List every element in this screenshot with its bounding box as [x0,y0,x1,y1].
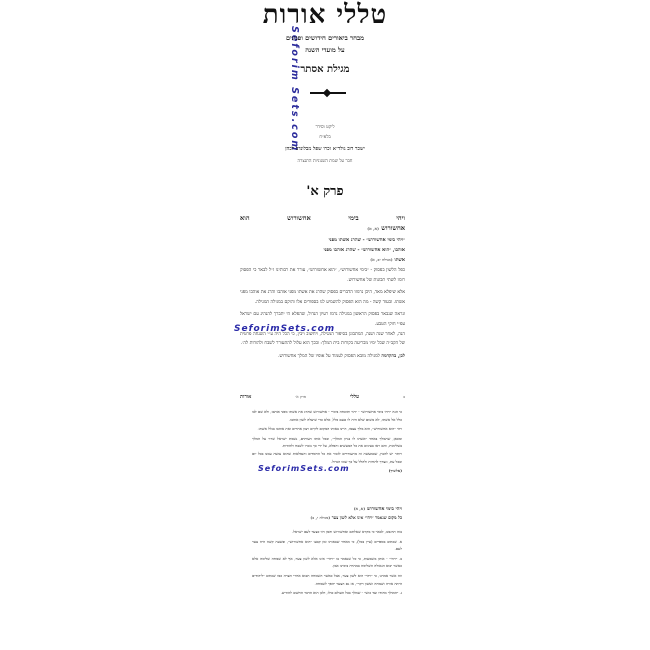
heading-word-2: בימי [348,214,359,222]
inline-watermark: SeforimSets.com [234,324,336,334]
heading-word-5: אחשורוש [381,224,405,232]
heading-word-3: אחשורוש [287,214,311,222]
quote-line-2: אוהבו, ״הוא אחשורוש״ - שהרג אוהבו מפני [323,246,405,253]
quote-line-1: ״ויהי בימי אחשורוש״ - שהרג אשתו מפני [328,237,405,243]
running-header-center: פרק א׳ [295,394,307,399]
section3-para-5: ג. ״המולך מהודו ועד כוש״ - שמלך בכל העולם כולו, ולכן הוא הדבר החשוב להודיע. [280,590,402,596]
subtitle-line-2: על מועדי השנה [305,46,345,54]
heading-ref: (א, א) [367,226,379,231]
chapter-title: פרק א' [306,184,344,199]
heading-word-1: ויהי [396,214,405,222]
section1-para-5: למגילה מובא הפסוק לעמוד על אופיו של המלך אחשורוש. [278,353,380,359]
section2-para-1: כי הנה ״ויהי בימי אחשורוש״ - ״הוי ותוכחה בימי״ - אחשורוש שהרג את אשתו מפני אוהבו, ולא שם לבו כלל אל אשתו, לא משום שלא היה לו טעם כלל, אלא כדי שיעלה לשון אוהבו. [252,409,402,422]
section3-para-1: בזה תרגמנו, לבאר כי מקרא שאלתם ואחשורוש והמן היו כצער לעם ישראל. [291,529,402,534]
section1-para-1: כפל הלשון בפסוק - ״בימי אחשורוש״, ״הוא אחשורוש״, עורר את רבותינו ז״ל לבאר כי הפסוק רומז לשתי תכונות של אחשורוש. [240,268,405,283]
credits-author: ישכר דוב גולד״א זכרו שפל מבלונדב לכהן [285,146,365,152]
section1-para-3: ונראה שנבאר בפסוק הראשון במגילה נרמז רעיון הגדול, שהפלא הי יתברך להנהיג עם ישראל עפ״י חוקי הטבע. [240,312,405,327]
section1-body [240,266,405,361]
section2-sign: (אלשיך) [388,468,402,474]
credits-line-4: חבר על שמת השנוניות התנצרה [297,159,353,164]
subtitle-megillah: מגילת אסתר [300,64,350,75]
section1-para-5-bold: לכן, בהקדמה [381,353,405,359]
quote-line-3: אשתו [394,257,405,263]
section3-heading-ref: (א, א) [353,506,366,511]
ornament-divider [310,92,346,94]
vertical-watermark: Seforim Sets.com [289,26,300,153]
section1-para-2: אלא שיפלא מאד, היכן נרמזו הדברים בפסוק שהרג את אשתו מפני אוהבו והרג את אוהבו מפני אשתו. ובעוד קשה - מה הוא הפסוק להשמיע לנו בספורים אלו והוקם במגילה המגילה. [240,290,405,305]
section1-heading [240,214,405,232]
credits-line-1: ליקט וסידר [315,125,335,130]
page-number: ב [403,394,405,399]
quote-ref: (מגילה יב, א) [370,257,393,262]
section2-para-2: ויהי ״הוא אחשורוש״, הוא מלך עצמו, היינו באותו המקום לקיים רצון אחרים ואת אוהבו בגלל אשתו. [257,426,402,432]
heading-word-4: הוא [240,214,250,222]
running-header-left: אורות [240,394,252,400]
subtitle-line-1: מבחר ביאורים חידושים ופנינים [285,34,365,42]
running-header [240,394,405,400]
section1-para-4: הנה, לאחר שנה ושנה, המתבונן בסיפור המגילה, ויחשוב ויבין, כי הכל היה ע״י השגחה פרטית של הקב״ה שכל ימיו מכריעה בקורות בית המלך: ובכך הוא עלול להתעורר לשבח ולהודות לה׳. [240,331,405,347]
section3-para-2: א. שכתוב בספרים (עיין בכל), כי מאחר שבאותו זמן קבעו ״הוא אחשורוש״, ובשעה קשה היה צער לעם. [252,538,402,552]
section2-para-4: ויותר יש להבין, שבמעשה זה מתעוררים לזכור את כל החסדים והנפלאות שהוא עושה עמנו בכל יום ובכל עת, ונצרך להודות ולהלל על כך שמו הגדול. [252,450,402,464]
section1-quote [240,236,405,266]
section3-body [252,528,402,597]
section3-heading: ויהי בימי אחשורוש [366,506,402,512]
section3-para-3: ב. ״ויהי״ - אותן משמעות, כי כל שנאמר בו ״ויהי״ אינו אלא לשון צער, אף לא שמחה שלימה אלא כאשר יבוא הגאולה השלימה במהרה בימינו אמן. [252,555,402,569]
book-title: טללי אורות [262,0,388,30]
section3-sub-ref: (מגילה י, ב) [310,515,331,520]
section2-para-3: ומכאן, שהמלך באחד ״אשתו לו בגיון המלך״, ובכל אותו העיתים, נשמת ישראל שרוי על המלך בשלימות, והם ראו בעינים את כל המעשים והפלא, על ידי כך נזכרו לשבח ולהודות. [252,435,402,449]
credits-line-2: בלא״ח [319,135,331,140]
section3-heading-block [252,506,402,520]
section3-subheading: כל מקום שנאמר ״ויהי״ אינו אלא לשון צער [331,515,402,520]
running-header-right: טללי [350,394,360,400]
inline-watermark-2: SeforimSets.com [258,464,350,473]
section3-para-4: וזה אשר אמרנו, כי ״ויהי״ הוא לשון צער, אבל כאשר השמחה תבוא אחרי הצרה כמו שכתוב ״ליהודים היתה אורה ושמחה וששון ויקר״, אז גם הצער יהפך לשמחה. [252,572,402,586]
